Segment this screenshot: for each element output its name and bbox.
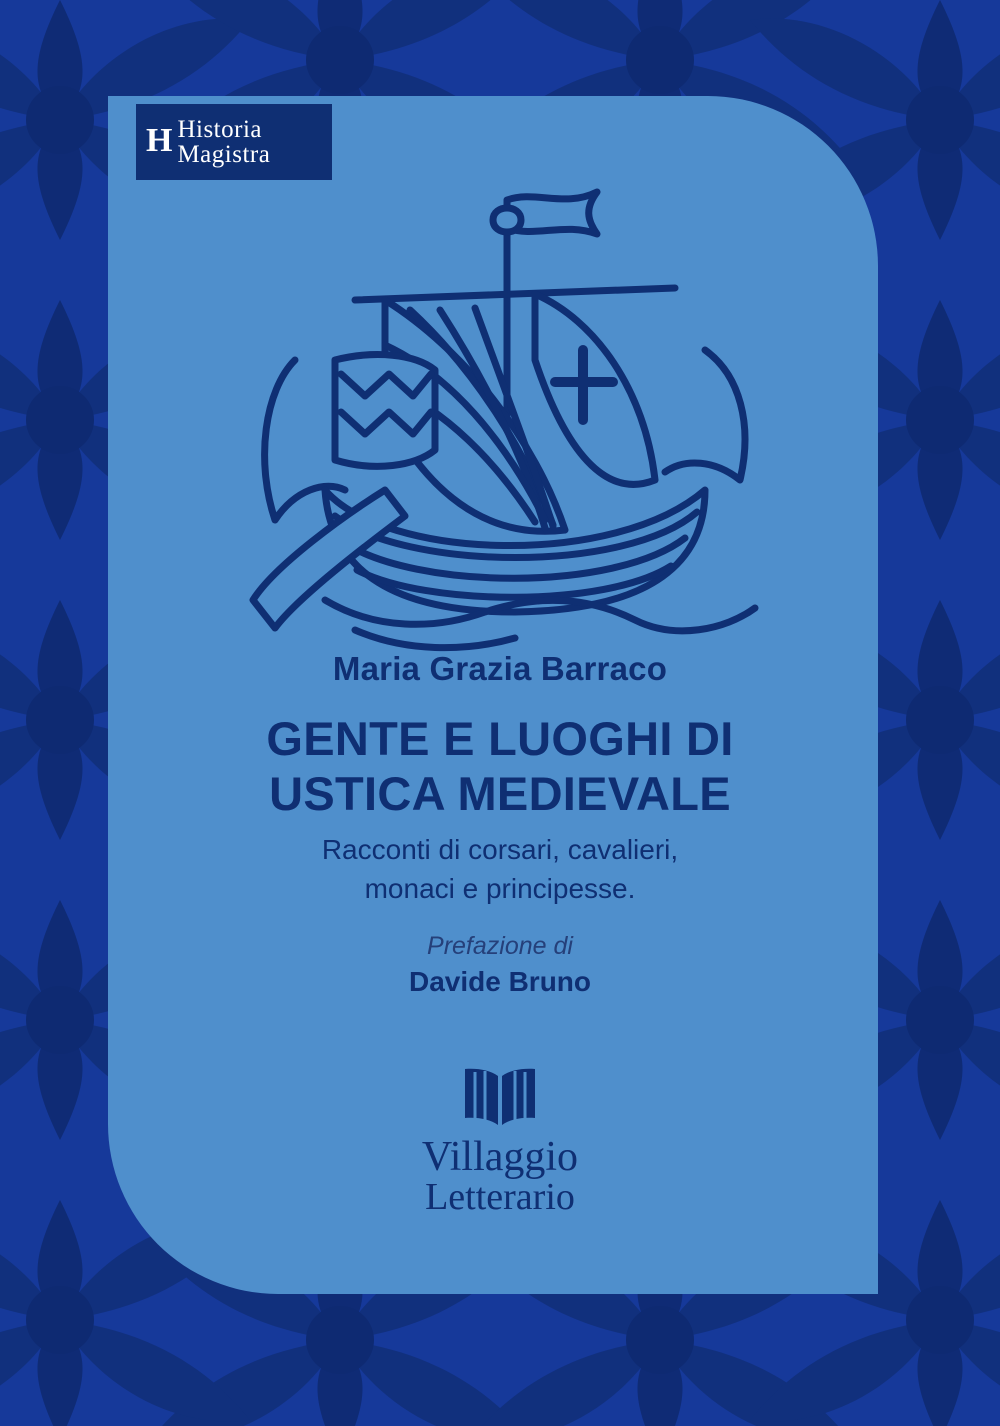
publisher-name-line2: Letterario: [425, 1176, 575, 1218]
publisher-logo: [0, 1068, 1000, 1218]
book-subtitle-line2: monaci e principesse.: [364, 873, 636, 905]
open-book-icon: [457, 1068, 543, 1128]
book-title-line1: GENTE E LUOGHI DI: [266, 712, 734, 765]
medieval-ship-icon: [235, 160, 775, 660]
publisher-name-line1: Villaggio: [421, 1134, 579, 1180]
book-subtitle-line1: Racconti di corsari, cavalieri,: [321, 834, 679, 865]
series-monogram: H: [146, 122, 172, 159]
series-name-line2: Magistra: [177, 141, 271, 168]
series-name-line1: Historia: [177, 116, 262, 143]
preface-label: Prefazione di: [427, 932, 573, 960]
book-author: Maria Grazia Barraco: [332, 650, 668, 687]
book-title: [0, 712, 1000, 822]
preface-author: Davide Bruno: [408, 966, 592, 997]
book-subtitle: [0, 830, 1000, 908]
book-title-line2: USTICA MEDIEVALE: [269, 766, 731, 820]
